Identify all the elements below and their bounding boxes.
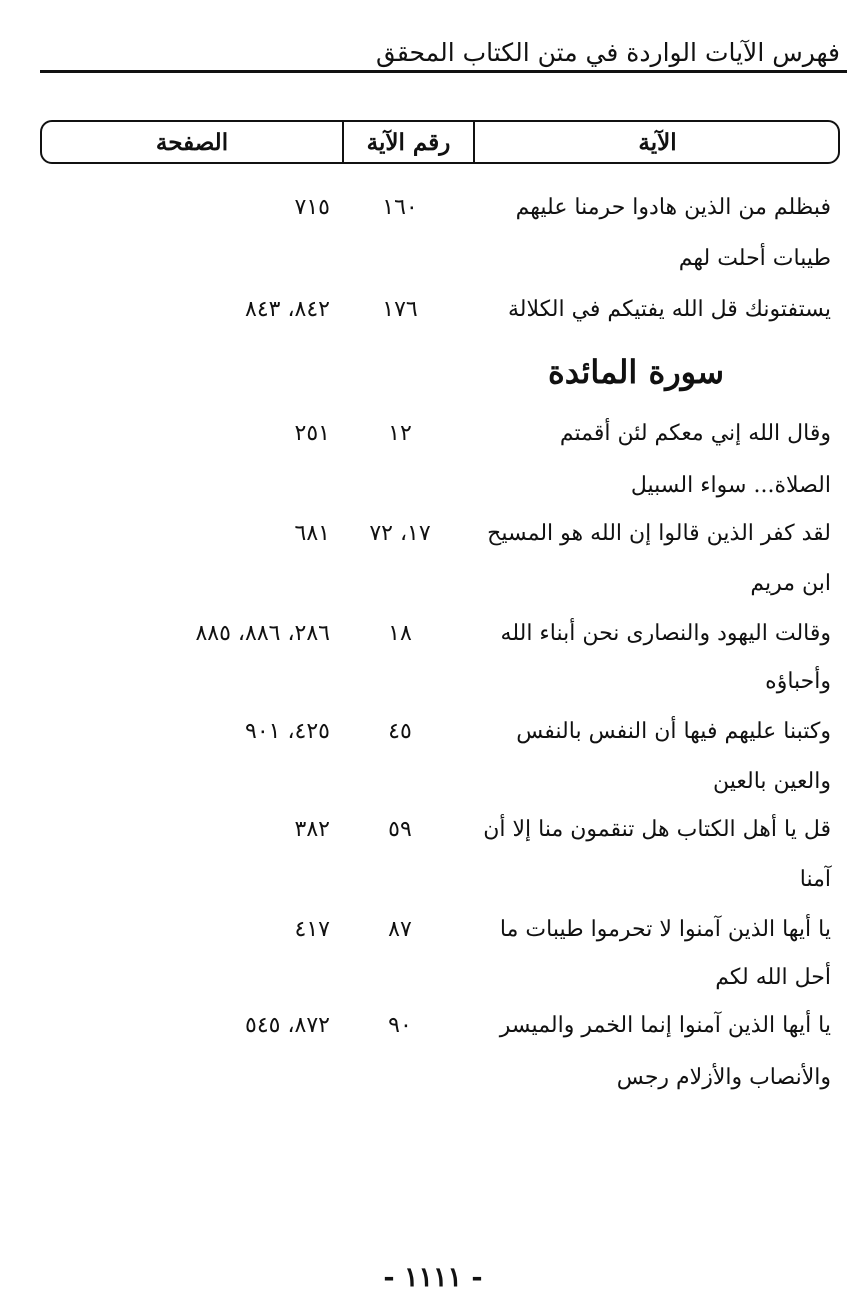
- entry-text-line2: والعين بالعين: [713, 769, 831, 794]
- header-ayah: الآية: [638, 128, 677, 156]
- entry-text-line1: لقد كفر الذين قالوا إن الله هو المسيح: [487, 521, 831, 546]
- entry-text-line1: وقالت اليهود والنصارى نحن أبناء الله: [500, 621, 831, 646]
- entry-pages: ٧١٥: [294, 195, 330, 220]
- table-header: [40, 120, 840, 164]
- entry-number: ١٨: [388, 621, 412, 646]
- entry-number: ١٦٠: [382, 195, 418, 220]
- entry-pages: ٤٢٥، ٩٠١: [245, 719, 330, 744]
- entry-number: ٩٠: [388, 1013, 412, 1038]
- entry-text-line1: فبظلم من الذين هادوا حرمنا عليهم: [515, 195, 831, 220]
- entry-number: ١٢: [388, 421, 412, 446]
- entry-pages: ٦٨١: [294, 521, 330, 546]
- entry-text-line2: والأنصاب والأزلام رجس: [616, 1065, 831, 1090]
- running-head: فهرس الآيات الواردة في متن الكتاب المحقق: [376, 38, 840, 67]
- entry-text-line1: يا أيها الذين آمنوا إنما الخمر والميسر: [499, 1013, 831, 1038]
- entry-text-line1: قل يا أهل الكتاب هل تنقمون منا إلا أن: [483, 817, 831, 842]
- entry-number: ١٧٦: [382, 297, 418, 322]
- entry-pages: ٨٧٢، ٥٤٥: [245, 1013, 330, 1038]
- entry-text-line1: يستفتونك قل الله يفتيكم في الكلالة: [508, 297, 831, 322]
- head-rule: [40, 70, 847, 73]
- entry-text-line2: آمنا: [799, 867, 831, 892]
- entry-number: ٨٧: [388, 917, 412, 942]
- section-title: سورة المائدة: [547, 353, 724, 391]
- entry-text-line2: الصلاة... سواء السبيل: [630, 473, 831, 498]
- entry-pages: ٢٥١: [294, 421, 330, 446]
- entry-text-line1: وقال الله إني معكم لئن أقمتم: [559, 421, 831, 446]
- entry-pages: ٨٤٢، ٨٤٣: [245, 297, 330, 322]
- entry-text-line2: طيبات أحلت لهم: [678, 246, 831, 271]
- entry-pages: ٣٨٢: [294, 817, 330, 842]
- entry-text-line2: ابن مريم: [750, 571, 831, 596]
- entry-number: ١٧، ٧٢: [369, 521, 431, 546]
- entry-text-line1: يا أيها الذين آمنوا لا تحرموا طيبات ما: [499, 917, 831, 942]
- header-ayah-number: رقم الآية: [342, 122, 475, 162]
- entry-text-line2: أحل الله لكم: [715, 965, 831, 990]
- entry-number: ٤٥: [388, 719, 412, 744]
- header-page: الصفحة: [155, 128, 229, 156]
- entry-pages: ٢٨٦، ٨٨٦، ٨٨٥: [195, 621, 330, 646]
- entry-text-line2: وأحباؤه: [765, 669, 831, 694]
- entry-pages: ٤١٧: [294, 917, 330, 942]
- entry-text-line1: وكتبنا عليهم فيها أن النفس بالنفس: [516, 719, 831, 744]
- entry-number: ٥٩: [388, 817, 412, 842]
- page-folio: - ١١١١ -: [383, 1262, 483, 1293]
